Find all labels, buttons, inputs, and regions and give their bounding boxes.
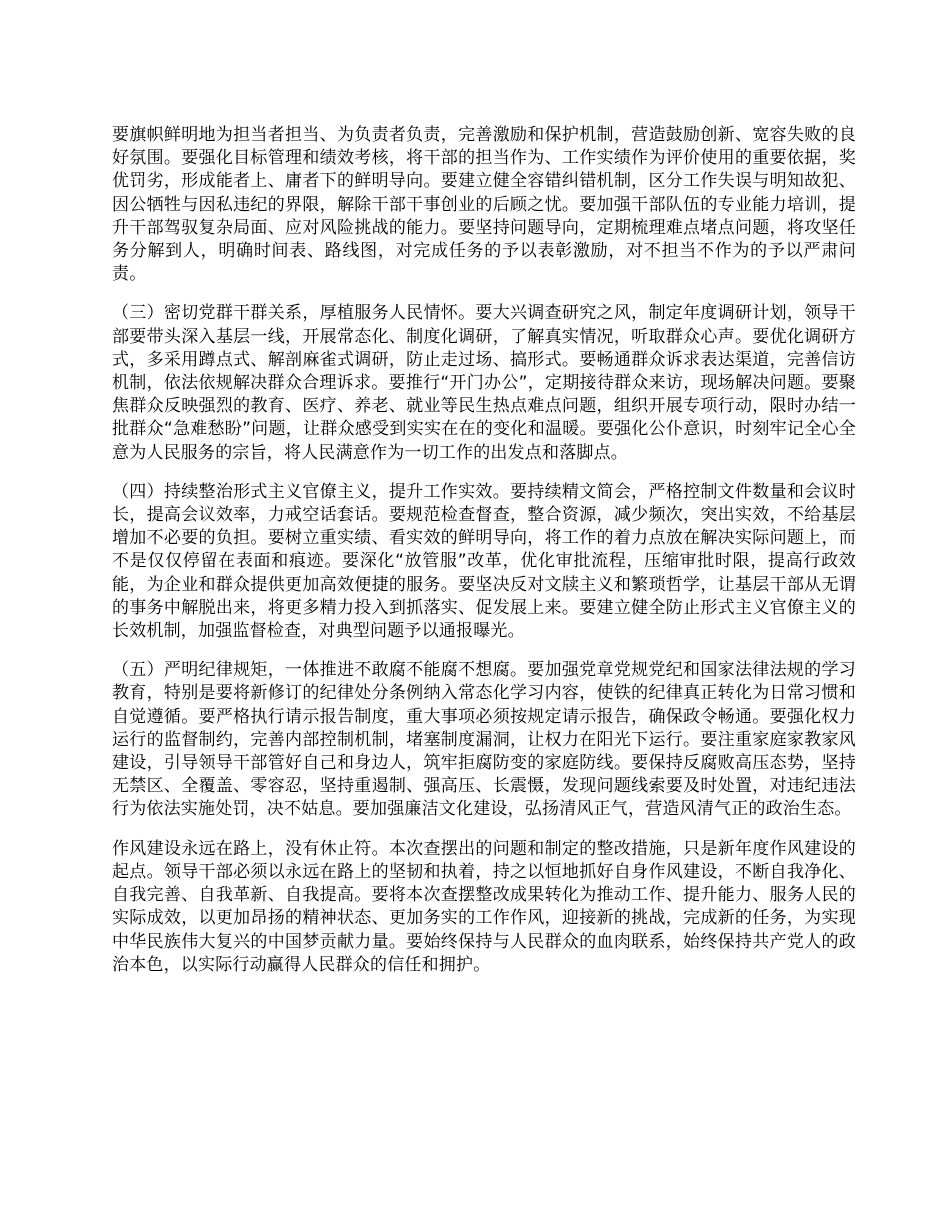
paragraph-section-5: （五）严明纪律规矩，一体推进不敢腐不能腐不想腐。要加强党章党规党纪和国家法律法规的学习教育，特别是要将新修订的纪律处分条例纳入常态化学习内容，使铁的纪律真正转化为日常习惯和自觉遵循。要严格执行请示报告制度，重大事项必须按规定请示报告，确保政令畅通。要强化权力运行的监督制约，完善内部控制机制，堵塞制度漏洞，让权力在阳光下运行。要注重家庭家教家风建设，引导领导干部管好自己和身边人，筑牢拒腐防变的家庭防线。要保持反腐败高压态势，坚持无禁区、全覆盖、零容忍，坚持重遏制、强高压、长震慑，发现问题线索要及时处置，对违纪违法行为依法实施处罚，决不姑息。要加强廉洁文化建设，弘扬清风正气，营造风清气正的政治生态。 [112,660,856,820]
paragraph-section-4: （四）持续整治形式主义官僚主义，提升工作实效。要持续精文简会，严格控制文件数量和会议时长，提高会议效率，力戒空话套话。要规范检查督查，整合资源，减少频次，突出实效，不给基层增加不必要的负担。要树立重实绩、看实效的鲜明导向，将工作的着力点放在解决实际问题上，而不是仅仅停留在表面和痕迹。要深化“放管服”改革，优化审批流程，压缩审批时限，提高行政效能，为企业和群众提供更加高效便捷的服务。要坚决反对文牍主义和繁琐哲学，让基层干部从无谓的事务中解脱出来，将更多精力投入到抓落实、促发展上来。要建立健全防止形式主义官僚主义的长效机制，加强监督检查，对典型问题予以通报曝光。 [112,481,856,642]
paragraph-conclusion: 作风建设永远在路上，没有休止符。本次查摆出的问题和制定的整改措施，只是新年度作风建设的起点。领导干部必须以永远在路上的坚韧和执着，持之以恒地抓好自身作风建设，不断自我净化、自我完善、自我革新、自我提高。要将本次查摆整改成果转化为推动工作、提升能力、服务人民的实际成效，以更加昂扬的精神状态、更加务实的工作作风，迎接新的挑战，完成新的任务，为实现中华民族伟大复兴的中国梦贡献力量。要始终保持与人民群众的血肉联系，始终保持共产党人的政治本色，以实际行动赢得人民群众的信任和拥护。 [112,838,856,975]
paragraph-cadre-incentives: 要旗帜鲜明地为担当者担当、为负责者负责，完善激励和保护机制，营造鼓励创新、宽容失败的良好氛围。要强化目标管理和绩效考核，将干部的担当作为、工作实绩作为评价使用的重要依据，奖优罚劣，形成能者上、庸者下的鲜明导向。要建立健全容错纠错机制，区分工作失误与明知故犯、因公牺牲与因私违纪的界限，解除干部干事创业的后顾之忧。要加强干部队伍的专业能力培训，提升干部驾驭复杂局面、应对风险挑战的能力。要坚持问题导向，定期梳理难点堵点问题，将攻坚任务分解到人，明确时间表、路线图，对完成任务的予以表彰激励，对不担当不作为的予以严肃问责。 [112,125,856,285]
document-body [112,124,856,993]
paragraph-section-3: （三）密切党群干群关系，厚植服务人民情怀。要大兴调查研究之风，制定年度调研计划，领导干部要带头深入基层一线，开展常态化、制度化调研，了解真实情况，听取群众心声。要优化调研方式，多采用蹲点式、解剖麻雀式调研，防止走过场、搞形式。要畅通群众诉求表达渠道，完善信访机制，依法依规解决群众合理诉求。要推行“开门办公”，定期接待群众来访，现场解决问题。要聚焦群众反映强烈的教育、医疗、养老、就业等民生热点难点问题，组织开展专项行动，限时办结一批群众“急难愁盼”问题，让群众感受到实实在在的变化和温暖。要强化公仆意识，时刻牢记全心全意为人民服务的宗旨，将人民满意作为一切工作的出发点和落脚点。 [112,303,856,463]
